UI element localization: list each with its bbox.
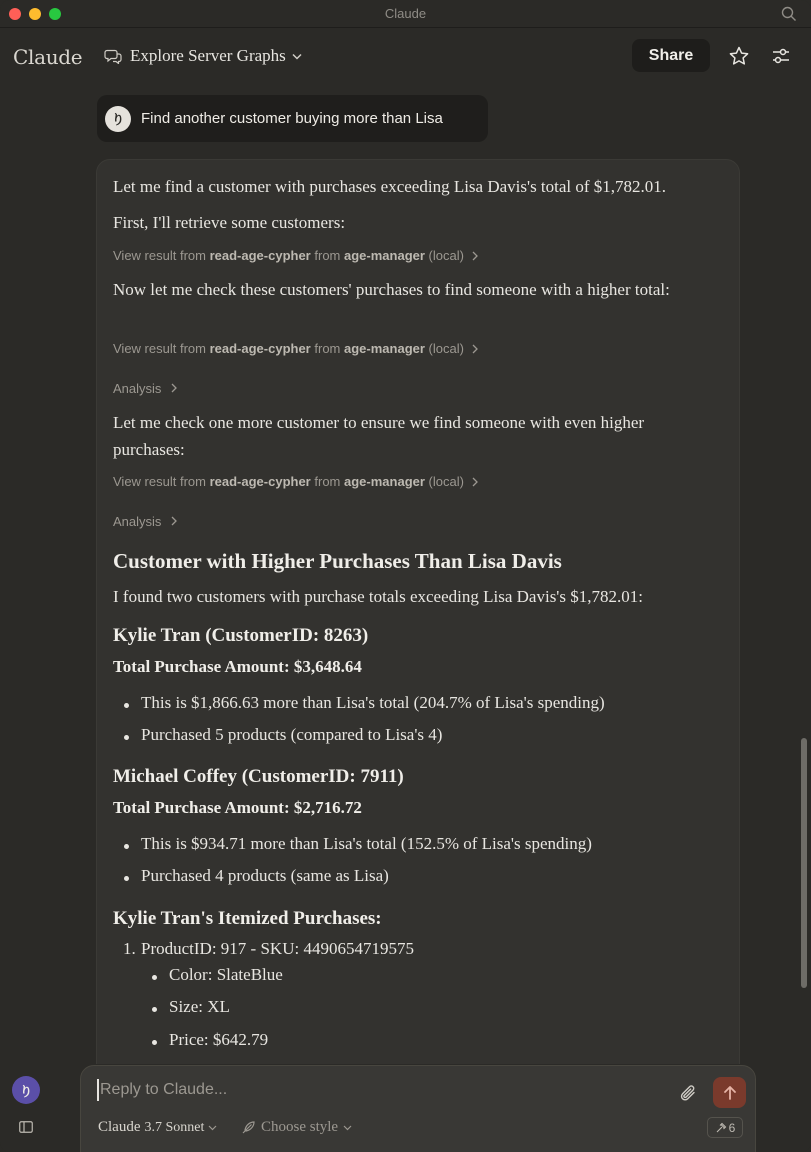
assistant-paragraph: First, I'll retrieve some customers:: [113, 213, 346, 232]
style-label: Choose style: [261, 1119, 339, 1135]
chevron-right-icon: [472, 251, 478, 261]
bullet-dot: [152, 975, 157, 980]
tool-server: age-manager: [344, 248, 425, 263]
itemized-heading: Kylie Tran's Itemized Purchases:: [113, 908, 382, 929]
list-item: Purchased 5 products (compared to Lisa's 4): [141, 725, 443, 744]
search-icon[interactable]: [781, 6, 797, 22]
ordered-list-item: ProductID: 917 - SKU: 4490654719575: [141, 939, 414, 958]
response-heading: Customer with Higher Purchases Than Lisa Davis: [113, 549, 562, 573]
model-version: 3.7 Sonnet: [144, 1119, 205, 1135]
model-name: Claude: [98, 1119, 141, 1135]
tools-button[interactable]: [707, 1117, 743, 1138]
title-bar: [0, 0, 811, 28]
assistant-message: [96, 159, 740, 1064]
tool-prefix: View result from: [113, 248, 206, 263]
user-message-text: Find another customer buying more than Lisa: [141, 110, 443, 127]
bullet-dot: [124, 844, 129, 849]
arrow-up-icon: [723, 1085, 737, 1101]
customer-total: Total Purchase Amount: $3,648.64: [113, 657, 362, 676]
list-item: This is $934.71 more than Lisa's total (152.5% of Lisa's spending): [141, 834, 592, 853]
feather-pen-icon: [241, 1120, 256, 1135]
conversation-scroll-area[interactable]: [0, 84, 811, 1064]
user-avatar[interactable]: り: [12, 1076, 40, 1104]
assistant-paragraph: Let me find a customer with purchases exceeding Lisa Davis's total of $1,782.01.: [113, 177, 667, 196]
tool-from: from: [314, 248, 341, 263]
chevron-down-icon: [343, 1125, 352, 1131]
tool-server: age-manager: [344, 341, 425, 356]
chevron-right-icon: [472, 344, 478, 354]
tool-name: read-age-cypher: [209, 341, 311, 356]
response-intro: I found two customers with purchase totals exceeding Lisa Davis's $1,782.01:: [113, 587, 643, 606]
reply-composer: [80, 1065, 756, 1152]
model-selector[interactable]: [98, 1119, 217, 1136]
style-selector[interactable]: [241, 1119, 352, 1136]
tool-suffix: (local): [428, 341, 464, 356]
tool-name: read-age-cypher: [209, 248, 311, 263]
chevron-right-icon: [171, 516, 177, 526]
user-message: [97, 95, 488, 142]
ordered-list-number: 1.: [123, 939, 136, 958]
settings-sliders-icon[interactable]: [770, 45, 792, 67]
tool-server: age-manager: [344, 474, 425, 489]
tools-count: 6: [728, 1120, 736, 1135]
chat-title-text: Explore Server Graphs: [130, 46, 286, 65]
tool-suffix: (local): [428, 248, 464, 263]
hammer-icon: [715, 1122, 727, 1134]
reply-input[interactable]: [97, 1079, 657, 1101]
analysis-label: Analysis: [113, 514, 162, 529]
scrollbar-thumb[interactable]: [801, 738, 807, 988]
share-button[interactable]: Share: [632, 39, 710, 72]
tool-result-toggle[interactable]: [113, 341, 478, 356]
chevron-down-icon: [208, 1125, 217, 1131]
star-icon[interactable]: [728, 45, 750, 67]
analysis-label: Analysis: [113, 381, 162, 396]
send-button[interactable]: [713, 1077, 746, 1108]
chat-title-dropdown[interactable]: [104, 46, 302, 66]
tool-from: from: [314, 341, 341, 356]
bullet-dot: [152, 1007, 157, 1012]
claude-logo[interactable]: Claude: [13, 45, 83, 69]
tool-result-toggle[interactable]: [113, 248, 478, 263]
chevron-right-icon: [171, 383, 177, 393]
tool-prefix: View result from: [113, 341, 206, 356]
bullet-dot: [124, 703, 129, 708]
tool-name: read-age-cypher: [209, 474, 311, 489]
bullet-dot: [124, 876, 129, 881]
list-item: This is $1,866.63 more than Lisa's total (204.7% of Lisa's spending): [141, 693, 605, 712]
sidebar-toggle-icon[interactable]: [19, 1121, 33, 1133]
user-avatar: り: [105, 106, 131, 132]
analysis-toggle[interactable]: [113, 381, 177, 396]
tool-result-toggle[interactable]: [113, 474, 478, 489]
analysis-toggle[interactable]: [113, 514, 177, 529]
tool-from: from: [314, 474, 341, 489]
bullet-dot: [124, 735, 129, 740]
assistant-paragraph: Let me check one more customer to ensure we find someone with even higher purchases:: [113, 413, 645, 459]
tool-suffix: (local): [428, 474, 464, 489]
customer-heading: Kylie Tran (CustomerID: 8263): [113, 625, 369, 646]
bullet-dot: [152, 1040, 157, 1045]
chat-bubbles-icon: [104, 48, 122, 64]
chevron-right-icon: [472, 477, 478, 487]
paperclip-icon[interactable]: [679, 1083, 697, 1103]
list-item: Price: $642.79: [169, 1030, 269, 1049]
assistant-paragraph: Now let me check these customers' purchases to find someone with a higher total:: [113, 280, 670, 299]
window-title: Claude: [384, 6, 427, 21]
list-item: Size: XL: [169, 997, 230, 1016]
chevron-down-icon: [292, 53, 302, 60]
chat-header: [0, 28, 811, 84]
customer-total: Total Purchase Amount: $2,716.72: [113, 798, 362, 817]
list-item: Color: SlateBlue: [169, 965, 283, 984]
customer-heading: Michael Coffey (CustomerID: 7911): [113, 766, 404, 787]
tool-prefix: View result from: [113, 474, 206, 489]
list-item: Purchased 4 products (same as Lisa): [141, 866, 389, 885]
